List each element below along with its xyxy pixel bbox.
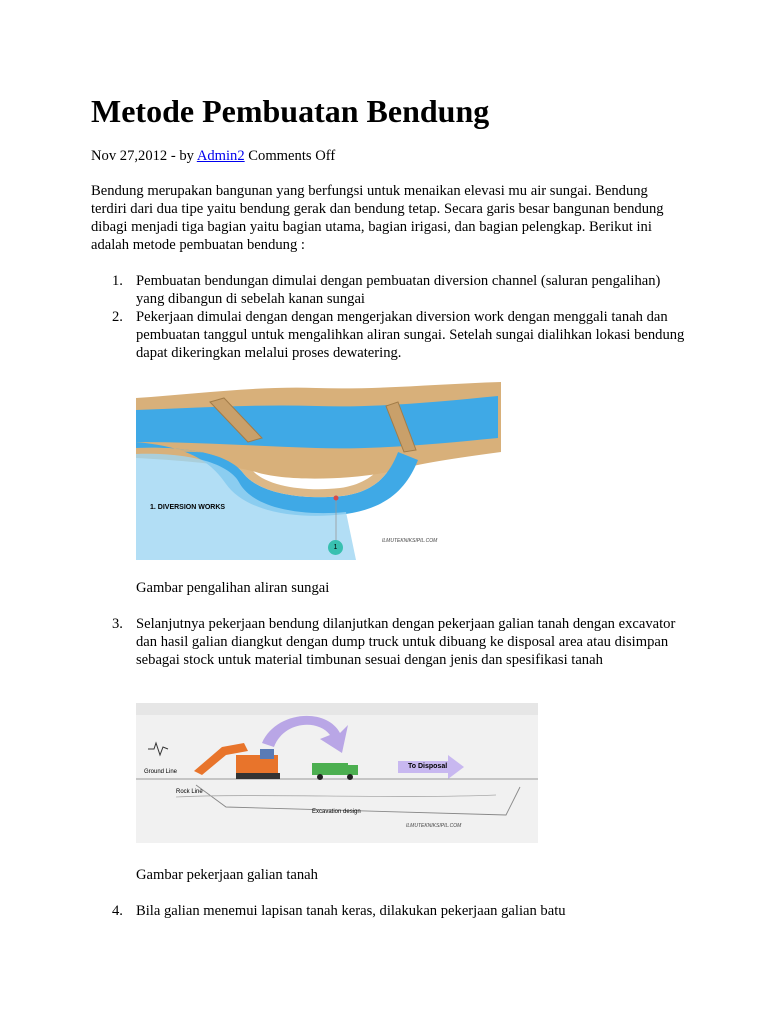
list-item-number: 3. bbox=[112, 616, 123, 632]
excavation-figure bbox=[136, 703, 538, 843]
list-item-number: 1. bbox=[112, 273, 123, 289]
ground-line-label: Ground Line bbox=[144, 769, 178, 775]
list-item-text: Pembuatan bendungan dimulai dengan pembuatan diversion channel (saluran pengalihan) yang dibangun di sebelah kanan sungai bbox=[136, 273, 661, 307]
diversion-works-figure bbox=[136, 380, 501, 560]
intro-paragraph: Bendung merupakan bangunan yang berfungsi untuk menaikan elevasi mu air sungai. Bendung terdiri dari dua tipe yaitu bendung gerak dan bendung tetap. Secara garis besar bangunan bendung dibagi menjadi tiga bagian yaitu bagian utama, bagian irigasi, dan bagian pelengkap. Berikut ini adalah metode pembuatan bendung : bbox=[91, 183, 664, 253]
to-disposal-label: To Disposal bbox=[408, 763, 448, 770]
excavation-design-label: Excavation design bbox=[312, 809, 361, 815]
figure-caption: Gambar pengalihan aliran sungai bbox=[136, 580, 330, 596]
figure-caption: Gambar pekerjaan galian tanah bbox=[136, 867, 318, 883]
comments-status: Comments Off bbox=[244, 148, 336, 164]
page-title: Metode Pembuatan Bendung bbox=[91, 93, 490, 129]
list-item-number: 4. bbox=[112, 903, 123, 919]
rock-line-label: Rock Line bbox=[176, 789, 203, 795]
watermark: ILMUTEKNIKSIPIL.COM bbox=[382, 538, 438, 544]
list-item-number: 2. bbox=[112, 309, 123, 325]
diversion-label: 1. DIVERSION WORKS bbox=[150, 504, 226, 511]
list-item-text: Bila galian menemui lapisan tanah keras, dilakukan pekerjaan galian batu bbox=[136, 903, 566, 919]
watermark: ILMUTEKNIKSIPIL.COM bbox=[406, 823, 462, 829]
post-meta bbox=[91, 147, 335, 165]
step-marker: 1 bbox=[328, 540, 343, 555]
list-item-text: Selanjutnya pekerjaan bendung dilanjutkan dengan pekerjaan galian tanah dengan excavator dan hasil galian diangkut dengan dump truck untuk dibuang ke disposal area atau disimpan sebagai stock untuk material timbunan sesuai dengan jenis dan spesifikasi tanah bbox=[136, 616, 676, 668]
author-link[interactable]: Admin2 bbox=[196, 148, 245, 164]
post-date: Nov 27,2012 - by bbox=[91, 148, 197, 164]
list-item-text: Pekerjaan dimulai dengan dengan mengerjakan diversion work dengan menggali tanah dan pembuatan tanggul untuk mengalihkan aliran sungai. Setelah sungai dialihkan lokasi bendung dapat dikeringkan melalui proses dewatering. bbox=[136, 309, 685, 361]
